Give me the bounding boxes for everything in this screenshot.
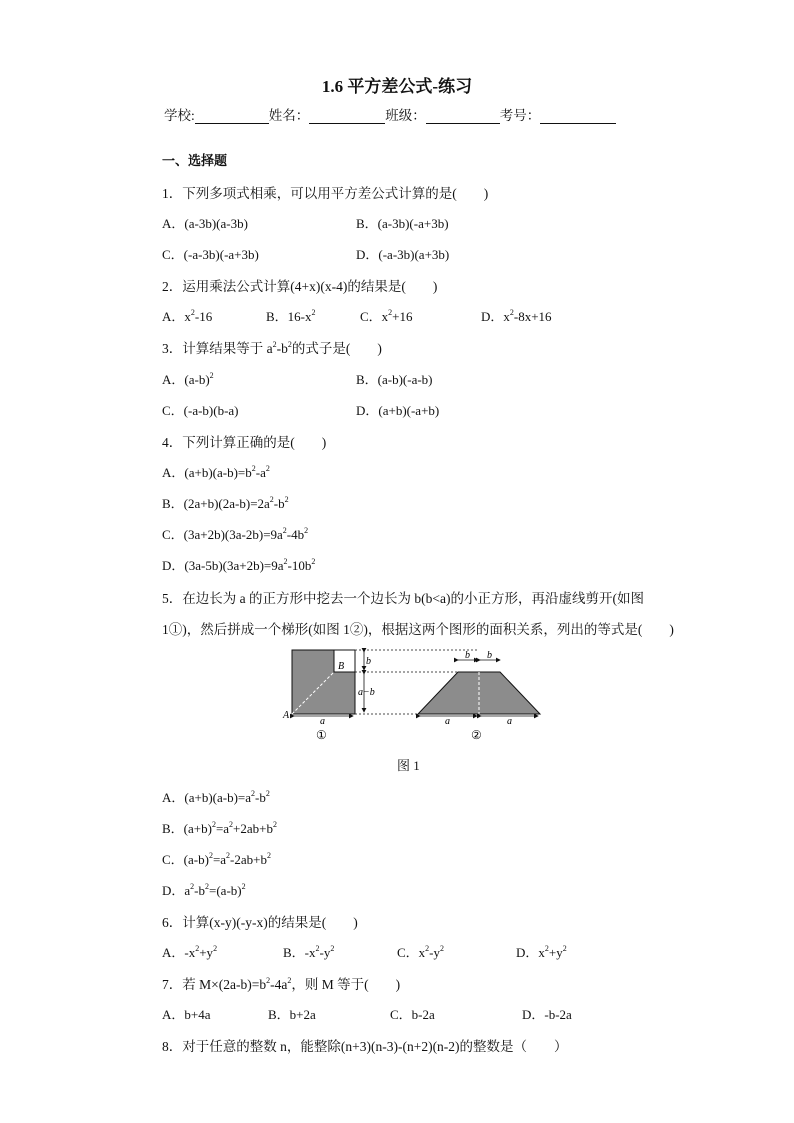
svg-text:②: ② bbox=[471, 728, 482, 742]
question-2: 2．运用乘法公式计算(4+x)(x-4)的结果是( ) bbox=[162, 279, 438, 294]
q2-option-b: B．$16-x^2$ bbox=[266, 308, 316, 324]
q4-option-c: C．$(3a+2b)(3a-2b)=9a^2-4b^2$ bbox=[162, 526, 309, 542]
q2-option-d: D．$x^2-8x+16$ bbox=[481, 308, 552, 324]
student-info-line bbox=[164, 104, 616, 124]
q1-option-a: A．(a-3b)(a-3b) bbox=[162, 216, 248, 231]
q5-option-d: D．$a^2-b^2=(a-b)^2$ bbox=[162, 882, 246, 898]
q6-option-b: B．$-x^2-y^2$ bbox=[283, 944, 335, 960]
school-blank bbox=[195, 109, 269, 124]
name-label: 姓名： bbox=[268, 108, 310, 123]
question-6: 6．计算(x-y)(-y-x)的结果是( ) bbox=[162, 915, 358, 930]
figure-1 bbox=[278, 644, 550, 744]
q4-option-d: D．$(3a-5b)(3a+2b)=9a^2-10b^2$ bbox=[162, 557, 316, 573]
svg-text:b: b bbox=[465, 650, 470, 661]
q6-option-a: A．$-x^2+y^2$ bbox=[162, 944, 218, 960]
svg-text:a: a bbox=[320, 716, 325, 727]
q1-option-c: C．(-a-3b)(-a+3b) bbox=[162, 247, 259, 262]
cut-square-shape bbox=[292, 650, 355, 714]
q7-option-b: B．b+2a bbox=[268, 1007, 316, 1022]
q2-option-a: A．$x^2-16$ bbox=[162, 308, 213, 324]
name-blank bbox=[309, 109, 385, 124]
class-blank bbox=[426, 109, 500, 124]
school-label: 学校: bbox=[164, 108, 195, 123]
number-label: 考号： bbox=[499, 108, 541, 123]
figure-caption: 图 1 bbox=[397, 758, 420, 773]
section-heading: 一、选择题 bbox=[162, 153, 228, 168]
q1-option-d: D．(-a-3b)(a+3b) bbox=[356, 247, 450, 262]
question-5-line-1: 5．在边长为 a 的正方形中挖去一个边长为 b(b<a)的小正方形，再沿虚线剪开(如图 bbox=[162, 591, 644, 606]
question-5-line-2: 1①)，然后拼成一个梯形(如图 1②)，根据这两个图形的面积关系，列出的等式是( ) bbox=[162, 622, 674, 637]
q5-option-b: B．$(a+b)^2=a^2+2ab+b^2$ bbox=[162, 820, 277, 836]
q3-option-a: A．$(a-b)^2$ bbox=[162, 371, 214, 387]
q7-option-d: D．-b-2a bbox=[522, 1007, 572, 1022]
number-blank bbox=[540, 109, 616, 124]
q6-option-d: D．$x^2+y^2$ bbox=[516, 944, 567, 960]
q3-option-d: D．(a+b)(-a+b) bbox=[356, 403, 440, 418]
question-1: 1．下列多项式相乘，可以用平方差公式计算的是( ) bbox=[162, 186, 489, 201]
q3-option-c: C．(-a-b)(b-a) bbox=[162, 403, 239, 418]
svg-text:a−b: a−b bbox=[358, 687, 375, 698]
q1-option-b: B．(a-3b)(-a+3b) bbox=[356, 216, 449, 231]
svg-text:①: ① bbox=[316, 728, 327, 742]
q3-option-b: B．(a-b)(-a-b) bbox=[356, 372, 433, 387]
svg-text:b: b bbox=[366, 656, 371, 667]
svg-text:B: B bbox=[338, 661, 345, 672]
svg-text:a: a bbox=[507, 716, 512, 727]
q7-option-c: C．b-2a bbox=[390, 1007, 435, 1022]
question-3: 3．计算结果等于 $a^2-b^2$的式子是( ) bbox=[162, 340, 382, 356]
class-label: 班级： bbox=[385, 108, 426, 123]
svg-text:A: A bbox=[283, 710, 290, 721]
question-7: 7．若 $M\times(2a-b)=b^2-4a^2$，则 M 等于( ) bbox=[162, 976, 401, 992]
q4-option-b: B．$(2a+b)(2a-b)=2a^2-b^2$ bbox=[162, 495, 289, 511]
q5-option-a: A．$(a+b)(a-b)=a^2-b^2$ bbox=[162, 789, 270, 805]
page-title: 1.6 平方差公式-练习 bbox=[321, 77, 473, 96]
q2-option-c: C．$x^2+16$ bbox=[360, 308, 413, 324]
svg-text:b: b bbox=[487, 650, 492, 661]
q7-option-a: A．b+4a bbox=[162, 1007, 211, 1022]
question-8: 8．对于任意的整数 n，能整除(n+3)(n-3)-(n+2)(n-2)的整数是（ ） bbox=[162, 1039, 568, 1054]
q5-option-c: C．$(a-b)^2=a^2-2ab+b^2$ bbox=[162, 851, 271, 867]
q6-option-c: C．$x^2-y^2$ bbox=[397, 944, 445, 960]
svg-text:a: a bbox=[445, 716, 450, 727]
question-4: 4．下列计算正确的是( ) bbox=[162, 435, 327, 450]
q4-option-a: A．$(a+b)(a-b)=b^2-a^2$ bbox=[162, 464, 270, 480]
